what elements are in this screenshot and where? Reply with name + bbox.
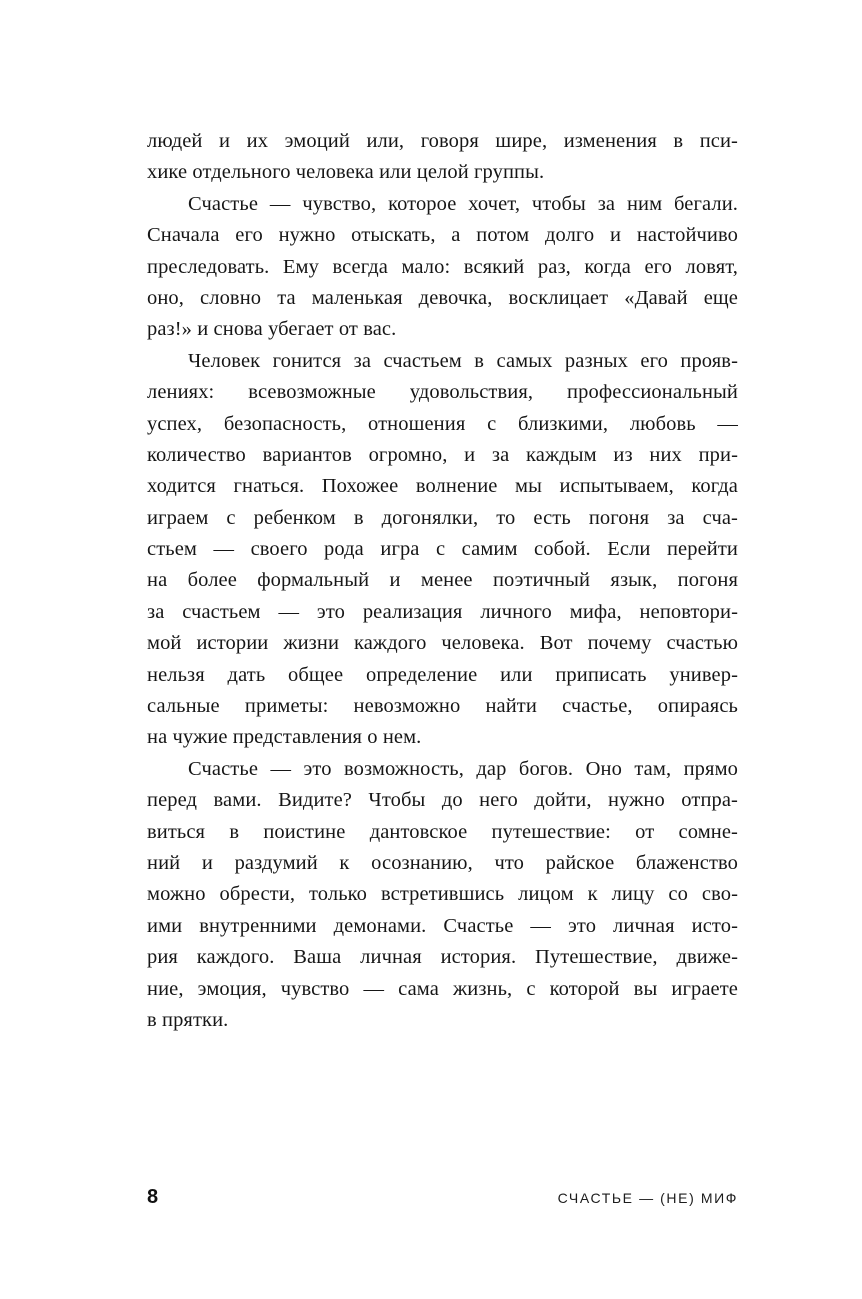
text-line: играем с ребенком в догонялки, то есть погоня за сча- xyxy=(147,506,738,529)
text-line: Счастье — это возможность, дар богов. Оно там, прямо xyxy=(188,757,738,780)
text-line: перед вами. Видите? Чтобы до него дойти, нужно отпра- xyxy=(147,789,738,812)
page-footer xyxy=(147,1186,738,1209)
page-number: 8 xyxy=(147,1186,159,1208)
text-line: на чужие представления о нем. xyxy=(147,726,422,749)
text-line: успех, безопасность, отношения с близкими, любовь — xyxy=(147,412,738,435)
text-line: Счастье — чувство, которое хочет, чтобы за ним бегали. xyxy=(188,192,738,215)
running-title: СЧАСТЬЕ — (НЕ) МИФ xyxy=(557,1190,738,1206)
text-line: ний и раздумий к осознанию, что райское блаженство xyxy=(147,851,738,874)
text-line: стьем — своего рода игра с самим собой. Если перейти xyxy=(147,538,738,561)
text-line: количество вариантов огромно, и за каждым из них при- xyxy=(147,443,738,466)
text-line: нельзя дать общее определение или приписать универ- xyxy=(147,663,738,686)
text-line: хике отдельного человека или целой группы. xyxy=(147,161,545,184)
text-line: раз!» и снова убегает от вас. xyxy=(147,318,397,341)
text-line: оно, словно та маленькая девочка, восклицает «Давай еще xyxy=(147,286,738,309)
text-line: ние, эмоция, чувство — сама жизнь, с которой вы играете xyxy=(147,977,738,1000)
text-line: преследовать. Ему всегда мало: всякий раз, когда его ловят, xyxy=(147,255,738,278)
text-line: лениях: всевозможные удовольствия, профессиональный xyxy=(147,381,738,404)
text-line: на более формальный и менее поэтичный язык, погоня xyxy=(147,569,738,592)
text-block xyxy=(147,126,738,1036)
text-line: рия каждого. Ваша личная история. Путешествие, движе- xyxy=(147,946,738,969)
text-line: ими внутренними демонами. Счастье — это личная исто- xyxy=(147,914,738,937)
text-line: мой истории жизни каждого человека. Вот почему счастью xyxy=(147,632,738,655)
text-line: людей и их эмоций или, говоря шире, изменения в пси- xyxy=(147,130,738,152)
text-line: можно обрести, только встретившись лицом к лицу со сво- xyxy=(147,883,738,906)
text-line: Человек гонится за счастьем в самых разных его прояв- xyxy=(188,349,738,372)
text-line: за счастьем — это реализация личного мифа, неповтори- xyxy=(147,600,738,623)
text-line: сальные приметы: невозможно найти счастье, опираясь xyxy=(147,695,738,718)
text-line: ходится гнаться. Похожее волнение мы испытываем, когда xyxy=(147,475,738,498)
text-line: виться в поистине дантовское путешествие: от сомне- xyxy=(147,820,738,843)
text-line: Сначала его нужно отыскать, а потом долго и настойчиво xyxy=(147,224,738,247)
text-line: в прятки. xyxy=(147,1008,229,1031)
